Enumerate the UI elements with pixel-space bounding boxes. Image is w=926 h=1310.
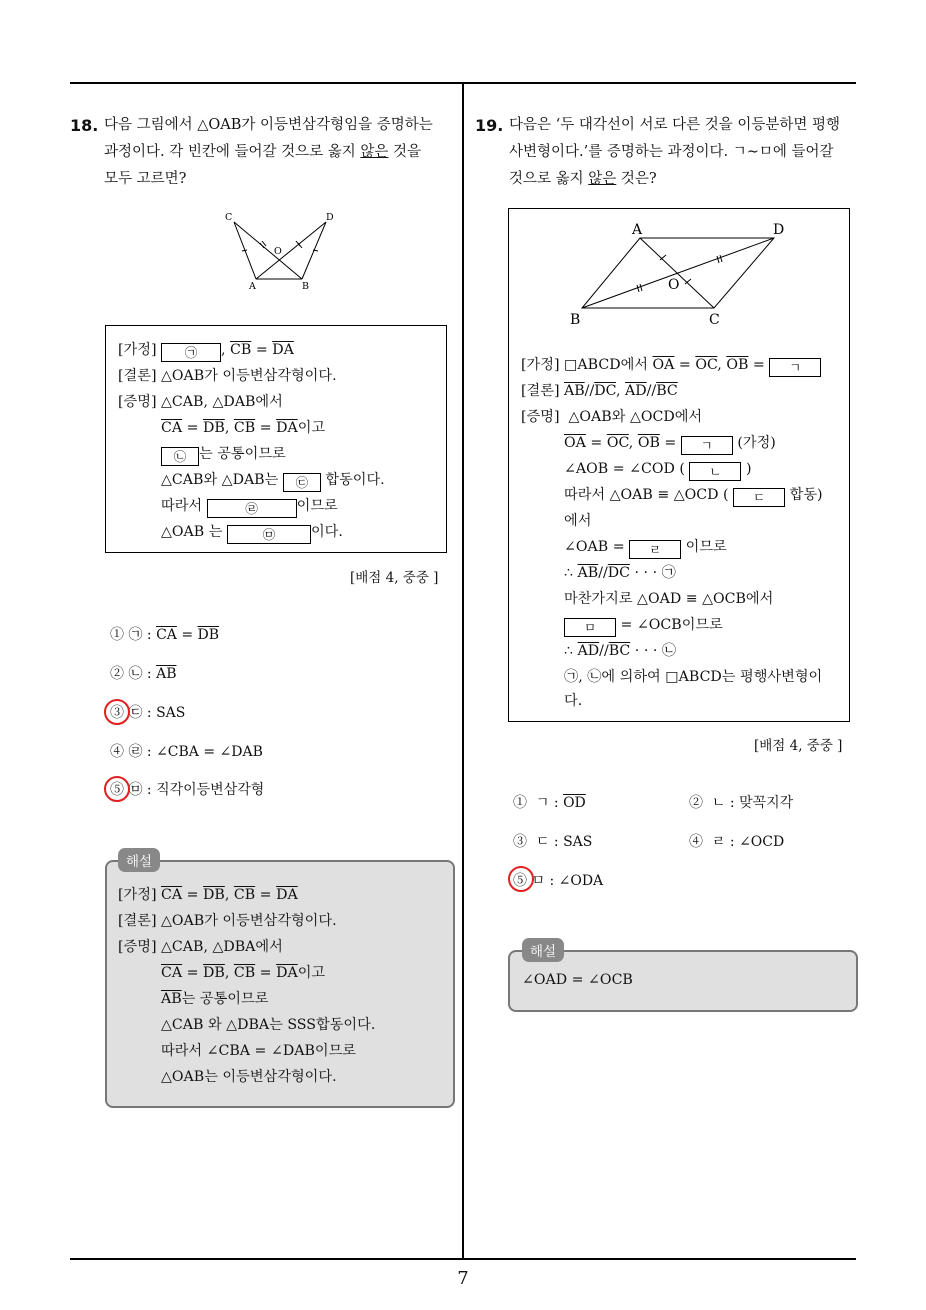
fig-label-o: O	[274, 246, 282, 257]
q19-proof-line14: 다.	[564, 693, 583, 709]
q18-sol-line1: [가정] $\overline{CA} = \overline{DB}$, $\overline{CB} = \overline{DA}$	[118, 887, 298, 903]
q19-proof-line5: ∠AOB = ∠COD ( ㄴ )	[564, 461, 752, 479]
q18-sol-line2: [결론] △OAB가 이등변삼각형이다.	[118, 913, 337, 929]
blank-a: ㄱ	[769, 358, 821, 377]
q18-sol-line4: $\overline{CA} = \overline{DB}$, $\overline{CB} = \overline{DA}$이고	[161, 965, 326, 981]
q18-choice-2[interactable]: ② ㉡ : $\overline{AB}$	[110, 666, 177, 682]
q19-proof-line11: ㅁ = ∠OCB이므로	[564, 615, 723, 637]
blank-d: ㄹ	[629, 540, 681, 559]
fig-label-a: A	[249, 281, 256, 292]
q19-solution-tag: 해설	[522, 938, 564, 962]
q19-proof-start: [증명] △OAB와 △OCD에서	[521, 409, 703, 425]
blank-4: ㉣	[207, 499, 297, 518]
stem-line-1: 다음 그림에서 △OAB가 이등변삼각형임을 증명하는	[104, 117, 433, 133]
blank-b: ㄴ	[689, 462, 741, 481]
question-19	[475, 112, 860, 193]
q19-choice-1[interactable]: ① ㄱ : $\overline{OD}$	[513, 795, 586, 811]
q18-figure	[222, 210, 342, 295]
q18-sol-line8: △OAB는 이등변삼각형이다.	[161, 1069, 337, 1085]
fig-label-b: B	[570, 312, 581, 328]
fig-label-o: O	[668, 277, 680, 293]
bottom-rule	[70, 1258, 856, 1260]
blank-3: ㉢	[283, 473, 321, 492]
q18-score: [배점 4, 중중 ]	[350, 570, 439, 586]
stem-line-1: 다음은 ‘두 대각선이 서로 다른 것을 이등분하면 평행	[509, 117, 841, 133]
q19-sol-line1: ∠OAD = ∠OCB	[522, 972, 633, 988]
blank-a2: ㄱ	[681, 436, 733, 455]
fig-label-a: A	[632, 222, 643, 238]
q18-proof-line2: $\overline{CA} = \overline{DB}$, $\overline{CB} = \overline{DA}$이고	[161, 420, 326, 436]
q18-solution-tag: 해설	[118, 848, 160, 872]
fig-label-b: B	[302, 281, 309, 292]
q19-assume: [가정] □ABCD에서 $\overline{OA} = \overline{OC}$, $\overline{OB}$ = ㄱ	[521, 355, 821, 377]
question-18	[70, 112, 455, 193]
q18-choice-1[interactable]: ① ㉠ : $\overline{CA} = \overline{DB}$	[110, 627, 220, 643]
answer-mark-5	[104, 776, 130, 802]
page-number: 7	[457, 1268, 469, 1289]
q18-choice-5[interactable]: ⑤ ㉤ : 직각이등변삼각형	[110, 782, 265, 798]
q18-sol-line3: [증명] △CAB, △DBA에서	[118, 939, 283, 955]
stem-line-2: 과정이다. 각 빈칸에 들어갈 것으로 옳지 않은 것을	[104, 144, 422, 160]
q18-proof-start: [증명] △CAB, △DAB에서	[118, 394, 283, 410]
q18-proof-line3: ㉡ 는 공통이므로	[161, 444, 286, 466]
answer-mark-3	[104, 699, 130, 725]
q18-sol-line5: $\overline{AB}$는 공통이므로	[161, 991, 269, 1007]
q19-choice-2[interactable]: ② ㄴ : 맞꼭지각	[689, 795, 794, 811]
q18-assume: [가정] ㉠ , $\overline{CB} = \overline{DA}$	[118, 342, 294, 360]
q18-conclusion: [결론] △OAB가 이등변삼각형이다.	[118, 368, 337, 384]
q19-choice-4[interactable]: ④ ㄹ : ∠OCD	[689, 834, 785, 850]
q19-proof-line7: 에서	[564, 513, 592, 529]
q19-proof-line9: ∴ $\overline{AB}//\overline{DC}$ · · · ㉠	[564, 565, 676, 581]
q18-proof-line5: 따라서 ㉣ 이므로	[161, 498, 338, 516]
blank-1: ㉠	[161, 343, 221, 362]
q19-score: [배점 4, 중중 ]	[754, 738, 843, 754]
fig-label-c: C	[709, 312, 720, 328]
q18-choice-4[interactable]: ④ ㉣ : ∠CBA = ∠DAB	[110, 744, 263, 760]
stem-line-3: 것으로 옳지 않은 것은?	[509, 171, 657, 187]
q18-proof-line4: △CAB와 △DAB는 ㉢ 합동이다.	[161, 472, 385, 490]
fig-label-d: D	[773, 222, 785, 238]
blank-e: ㅁ	[564, 618, 616, 637]
q19-figure	[560, 218, 800, 333]
q19-proof-line4: $\overline{OA} = \overline{OC}$, $\overline{OB}$ = ㄱ (가정)	[564, 435, 776, 453]
blank-c: ㄷ	[733, 488, 785, 507]
blank-2: ㉡	[161, 447, 199, 466]
question-number: 18.	[70, 116, 99, 135]
question-18-stem	[70, 112, 455, 193]
q19-conclusion: [결론] $\overline{AB}//\overline{DC}$, $\overline{AD}//\overline{BC}$	[521, 383, 678, 399]
q18-choice-3[interactable]: ③ ㉢ : SAS	[110, 705, 186, 721]
q19-proof-line12: ∴ $\overline{AD}//\overline{BC}$ · · · ㉡	[564, 643, 677, 659]
stem-line-3: 모두 고르면?	[104, 171, 187, 187]
q19-choice-5[interactable]: ⑤ ㅁ : ∠ODA	[513, 873, 604, 889]
q19-choice-3[interactable]: ③ ㄷ : SAS	[513, 834, 593, 850]
fig-label-c: C	[225, 212, 233, 223]
q18-sol-line7: 따라서 ∠CBA = ∠DAB이므로	[161, 1043, 356, 1059]
q18-sol-line6: △CAB 와 △DBA는 SSS합동이다.	[161, 1017, 376, 1033]
answer-mark-5	[508, 866, 534, 892]
column-divider	[462, 82, 464, 1260]
fig-label-d: D	[326, 212, 334, 223]
stem-line-2: 사변형이다.’를 증명하는 과정이다. ㄱ∼ㅁ에 들어갈	[509, 144, 834, 160]
q19-proof-line13: ㉠, ㉡에 의하여 □ABCD는 평행사변형이	[564, 669, 823, 685]
q19-proof-line8: ∠OAB = ㄹ 이므로	[564, 539, 727, 557]
blank-5: ㉤	[227, 525, 311, 544]
q18-proof-line6: △OAB 는 ㉤ 이다.	[161, 524, 343, 542]
q19-proof-line10: 마찬가지로 △OAD ≡ △OCB에서	[564, 591, 774, 607]
question-19-stem	[475, 112, 860, 193]
q19-proof-line6: 따라서 △OAB ≡ △OCD ( ㄷ 합동)	[564, 487, 823, 505]
question-number: 19.	[475, 116, 504, 135]
